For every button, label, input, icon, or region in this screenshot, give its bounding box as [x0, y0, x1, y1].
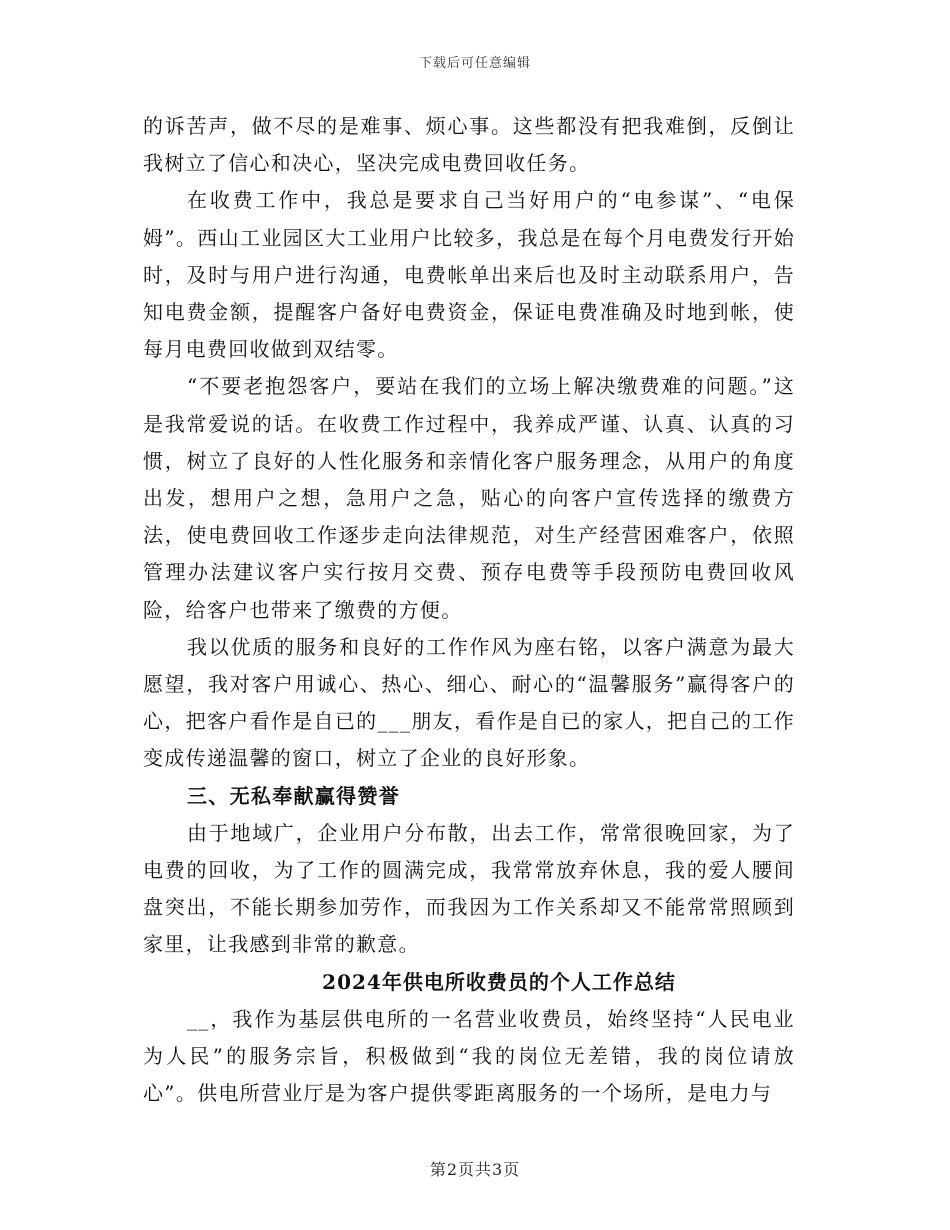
paragraph-continued: 的诉苦声，做不尽的是难事、烦心事。这些都没有把我难倒，反倒让我树立了信心和决心，坚决完成电费回收任务。: [143, 114, 795, 176]
document-title: 2024年供电所收费员的个人工作总结: [322, 969, 676, 994]
paragraph-intro: __，我作为基层供电所的一名营业收费员，始终坚持“人民电业为人民”的服务宗旨，积极做到“我的岗位无差错，我的岗位请放心”。供电所营业厅是为客户提供零距离服务的一个场所，是电力与: [143, 1006, 795, 1106]
section-heading-three: 三、无私奉献赢得赞誉: [187, 783, 400, 808]
paragraph-customer-quote: “不要老抱怨客户，要站在我们的立场上解决缴费难的问题。”这是我常爱说的话。在收费工作过程中，我养成严谨、认真、认真的习惯，树立了良好的人性化服务和亲情化客户服务理念，从用户的角度出发，想用户之想，急用户之急，贴心的向客户宣传选择的缴费方法，使电费回收工作逐步走向法律规范，对生产经营困难客户，依照管理办法建议客户实行按月交费、预存电费等手段预防电费回收风险，给客户也带来了缴费的方便。: [143, 374, 795, 622]
page-number-footer: 第2页共3页: [429, 1160, 521, 1179]
document-body: [143, 108, 795, 1112]
paragraph-quality-service: 我以优质的服务和良好的工作作风为座右铭，以客户满意为最大愿望，我对客户用诚心、热心、细心、耐心的“温馨服务”赢得客户的心，把客户看作是自已的___朋友，看作是自已的家人，把自己的工作变成传递温馨的窗口，树立了企业的良好形象。: [143, 634, 795, 771]
paragraph-collection-work: 在收费工作中，我总是要求自己当好用户的“电参谋”、“电保姆”。西山工业园区大工业用户比较多，我总是在每个月电费发行开始时，及时与用户进行沟通，电费帐单出来后也及时主动联系用户，告知电费金额，提醒客户备好电费资金，保证电费准确及时地到帐，使每月电费回收做到双结零。: [143, 188, 795, 362]
paragraph-dedication: 由于地域广，企业用户分布散，出去工作，常常很晚回家，为了电费的回收，为了工作的圆满完成，我常常放弃休息，我的爱人腰间盘突出，不能长期参加劳作，而我因为工作关系却又不能常常照顾到家里，让我感到非常的歉意。: [143, 820, 795, 957]
page-header-note: 下载后可任意编辑: [418, 56, 531, 71]
